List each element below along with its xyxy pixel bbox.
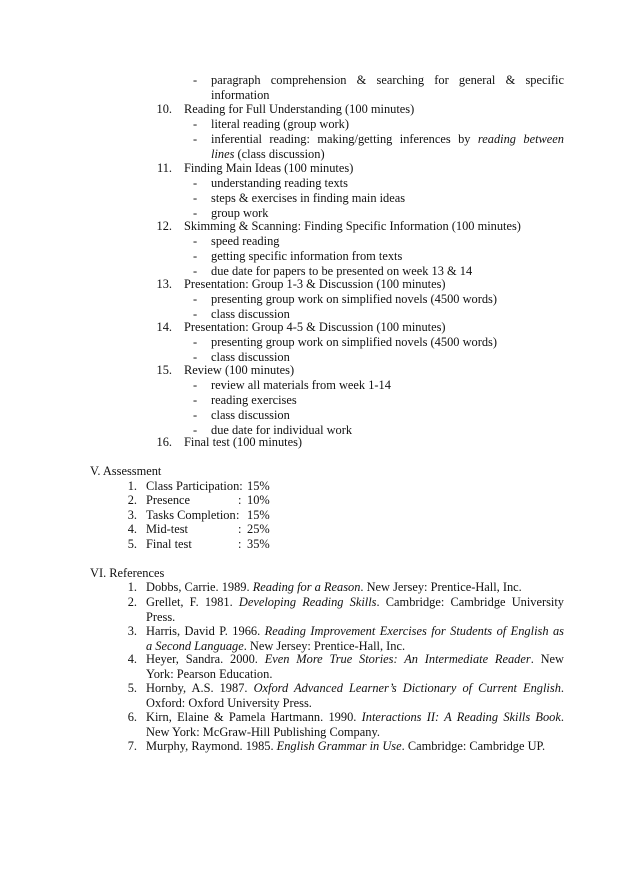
list-item-text: presenting group work on simplified novels (4500 words) <box>211 335 497 349</box>
row-number: 3. <box>127 508 137 522</box>
row-number: 1. <box>127 479 137 493</box>
week-number: 16. <box>156 435 172 449</box>
list-item-text: class discussion <box>211 350 290 364</box>
week-title: Reading for Full Understanding (100 minutes) <box>184 102 415 116</box>
list-item-text: getting specific information from texts <box>211 249 403 263</box>
row-number: 4. <box>127 522 137 536</box>
ref-text: Hornby, A.S. 1987. Oxford Advanced Learner’s Dictionary of Current English. Oxford: Oxford University Press. <box>146 681 564 710</box>
bullet-dash: - <box>193 191 198 205</box>
ref-text: Harris, David P. 1966. Reading Improvement Exercises for Students of English as a Second Language. New Jersey: Prentice-Hall, Inc. <box>146 624 564 653</box>
bullet-dash: - <box>193 249 198 263</box>
week-title: Final test (100 minutes) <box>184 435 303 449</box>
bullet-dash: - <box>193 378 198 392</box>
list-item-text: information <box>211 88 270 102</box>
assessment-percent: 15% <box>247 479 270 493</box>
week-title: Review (100 minutes) <box>184 363 295 377</box>
week-number: 10. <box>156 102 172 116</box>
bullet-dash: - <box>193 206 198 220</box>
bullet-dash: - <box>193 234 198 248</box>
list-item-text: steps & exercises in finding main ideas <box>211 191 406 205</box>
ref-number: 4. <box>127 652 137 666</box>
week-title: Presentation: Group 4-5 & Discussion (100 minutes) <box>184 320 446 334</box>
week-number: 11. <box>156 161 172 175</box>
ref-text: Dobbs, Carrie. 1989. Reading for a Reason. New Jersey: Prentice-Hall, Inc. <box>146 580 522 594</box>
assessment-label: Presence <box>146 493 191 507</box>
week-number: 13. <box>156 277 172 291</box>
week-number: 14. <box>156 320 172 334</box>
row-number: 2. <box>127 493 137 507</box>
assessment-row <box>120 479 420 494</box>
week-title: Finding Main Ideas (100 minutes) <box>184 161 354 175</box>
list-item-text: group work <box>211 206 269 220</box>
bullet-dash: - <box>193 423 198 437</box>
ref-number: 7. <box>127 739 137 753</box>
row-number: 5. <box>127 537 137 551</box>
ref-text: Murphy, Raymond. 1985. English Grammar in Use. Cambridge: Cambridge UP. <box>146 739 546 753</box>
week-title: Skimming & Scanning: Finding Specific Information (100 minutes) <box>184 219 521 233</box>
bullet-dash: - <box>193 408 198 422</box>
list-item-text: class discussion <box>211 408 290 422</box>
ref-number: 6. <box>127 710 137 724</box>
week-title: Presentation: Group 1-3 & Discussion (100 minutes) <box>184 277 446 291</box>
assessment-colon: : <box>238 493 242 507</box>
assessment-colon: : <box>236 508 240 522</box>
assessment-row <box>120 493 420 508</box>
ref-number: 3. <box>127 624 137 638</box>
bullet-dash: - <box>193 307 198 321</box>
assessment-heading: V. Assessment <box>90 464 162 478</box>
ref-text: Heyer, Sandra. 2000. Even More True Stories: An Intermediate Reader. New York: Pearson Education. <box>146 652 565 681</box>
list-item-text: speed reading <box>211 234 280 248</box>
assessment-colon: : <box>238 522 242 536</box>
week-number: 12. <box>156 219 172 233</box>
bullet-dash: - <box>193 132 198 146</box>
list-item-text: due date for individual work <box>211 423 353 437</box>
list-item-text: lines (class discussion) <box>211 147 325 161</box>
assessment-row <box>120 522 420 537</box>
assessment-row <box>120 508 420 523</box>
bullet-dash: - <box>193 117 198 131</box>
assessment-label: Mid-test <box>146 522 188 536</box>
assessment-label: Tasks Completion <box>146 508 236 522</box>
assessment-label: Final test <box>146 537 192 551</box>
assessment-percent: 10% <box>247 493 270 507</box>
week-number: 15. <box>156 363 172 377</box>
list-item-text: literal reading (group work) <box>211 117 349 131</box>
ref-text: Kirn, Elaine & Pamela Hartmann. 1990. Interactions II: A Reading Skills Book. New York: McGraw-Hill Publishing Company. <box>146 710 564 739</box>
assessment-percent: 35% <box>247 537 270 551</box>
bullet-dash: - <box>193 393 198 407</box>
list-item-text: review all materials from week 1-14 <box>211 378 391 392</box>
list-item-text: understanding reading texts <box>211 176 348 190</box>
list-item-text: inferential reading: making/getting inferences by reading between <box>211 132 564 146</box>
bullet-dash: - <box>193 73 198 87</box>
references-heading: VI. References <box>90 566 165 580</box>
ref-number: 5. <box>127 681 137 695</box>
list-item-text: presenting group work on simplified novels (4500 words) <box>211 292 497 306</box>
list-item-text: reading exercises <box>211 393 297 407</box>
bullet-dash: - <box>193 335 198 349</box>
assessment-percent: 25% <box>247 522 270 536</box>
bullet-dash: - <box>193 292 198 306</box>
list-item-text: paragraph comprehension & searching for general & specific <box>211 73 564 87</box>
ref-number: 1. <box>127 580 137 594</box>
bullet-dash: - <box>193 176 198 190</box>
assessment-colon: : <box>238 537 242 551</box>
ref-number: 2. <box>127 595 137 609</box>
assessment-row <box>120 537 420 552</box>
assessment-label: Class Participation: <box>146 479 243 493</box>
list-item-text: due date for papers to be presented on week 13 & 14 <box>211 264 473 278</box>
bullet-dash: - <box>193 264 198 278</box>
assessment-percent: 15% <box>247 508 270 522</box>
list-item-text: class discussion <box>211 307 290 321</box>
ref-text: Grellet, F. 1981. Developing Reading Skills. Cambridge: Cambridge University Press. <box>146 595 564 624</box>
bullet-dash: - <box>193 350 198 364</box>
